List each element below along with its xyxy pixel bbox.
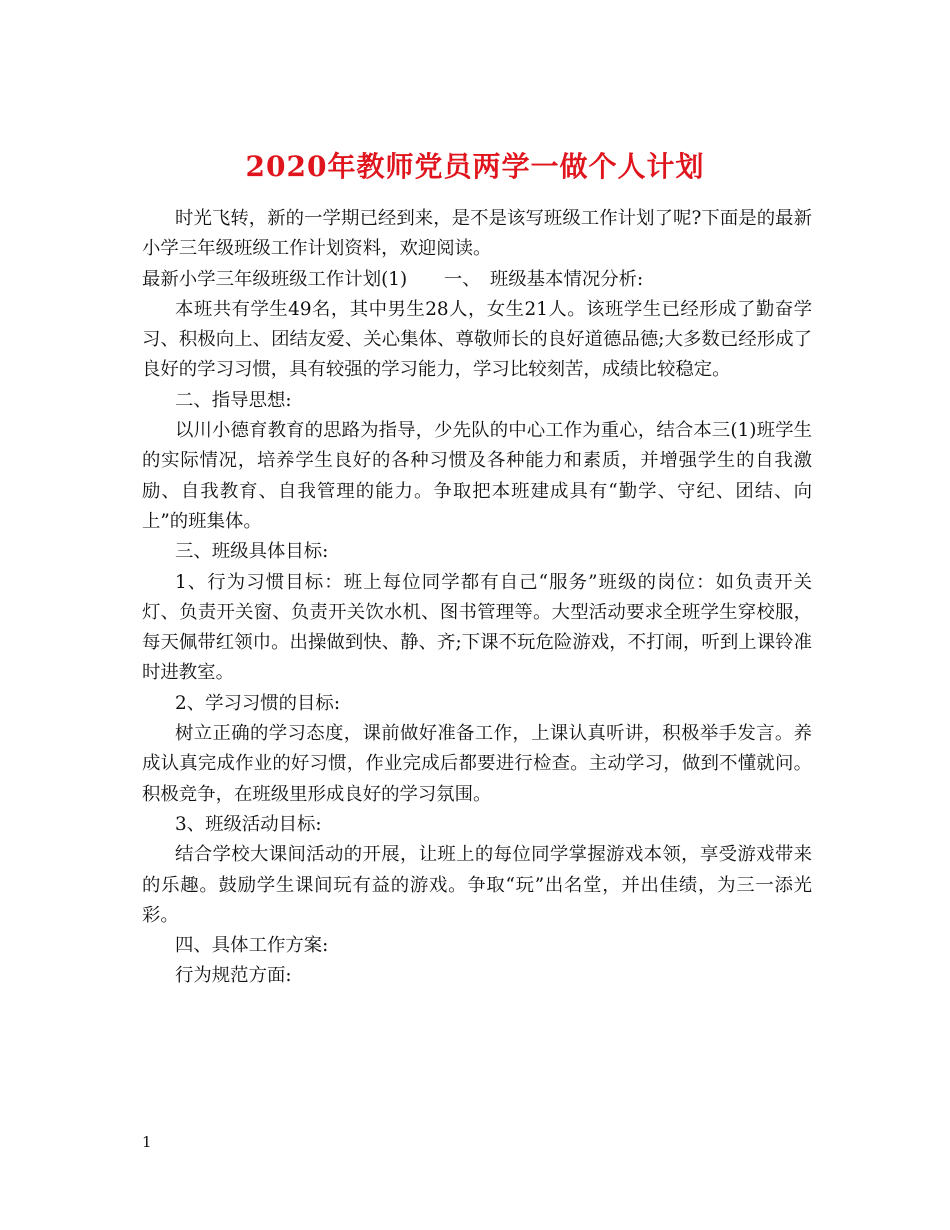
page-number: 1 (142, 1133, 152, 1151)
paragraph-plan-heading: 最新小学三年级班级工作计划(1) 一、 班级基本情况分析: (142, 268, 644, 290)
heading-class-activities: 3、班级活动目标: (175, 813, 322, 835)
document-body (142, 204, 812, 992)
paragraph-behavior-goals: 1、行为习惯目标：班上每位同学都有自己“服务”班级的岗位：如负责开关灯、负责开关窗、负责开关饮水机、图书管理等。大型活动要求全班学生穿校服，每天佩带红领巾。出操做到快、静、齐;下课不玩危险游戏，不打闹，听到上课铃准时进教室。 (142, 571, 812, 684)
paragraph-class-activities: 结合学校大课间活动的开展，让班上的每位同学掌握游戏本领，享受游戏带来的乐趣。鼓励学生课间玩有益的游戏。争取“玩”出名堂，并出佳绩，为三一添光彩。 (142, 844, 812, 926)
paragraph-intro: 时光飞转，新的一学期已经到来，是不是该写班级工作计划了呢?下面是的最新小学三年级班级工作计划资料，欢迎阅读。 (142, 208, 812, 260)
paragraph-class-analysis: 本班共有学生49名，其中男生28人，女生21人。该班学生已经形成了勤奋学习、积极向上、团结友爱、关心集体、尊敬师长的良好道德品德;大多数已经形成了良好的学习习惯，具有较强的学习能力，学习比较刻苦，成绩比较稳定。 (142, 298, 812, 381)
heading-behavior-norms: 行为规范方面: (175, 965, 292, 987)
paragraph-guiding-ideology: 以川小德育教育的思路为指导，少先队的中心工作为重心，结合本三(1)班学生的实际情况，培养学生良好的各种习惯及各种能力和素质，并增强学生的自我激励、自我教育、自我管理的能力。争取把本班建成具有“勤学、守纪、团结、向上”的班集体。 (142, 420, 812, 532)
heading-work-plan: 四、具体工作方案: (175, 935, 329, 957)
heading-study-habits: 2、学习习惯的目标: (175, 692, 341, 714)
document-title: 2020年教师党员两学一做个人计划 (245, 149, 705, 183)
heading-class-goals: 三、班级具体目标: (175, 541, 329, 563)
heading-guiding-ideology: 二、指导思想: (175, 389, 292, 411)
paragraph-study-habits: 树立正确的学习态度，课前做好准备工作，上课认真听讲，积极举手发言。养成认真完成作业的好习惯，作业完成后都要进行检查。主动学习，做到不懂就问。积极竞争，在班级里形成良好的学习氛围。 (142, 723, 812, 805)
